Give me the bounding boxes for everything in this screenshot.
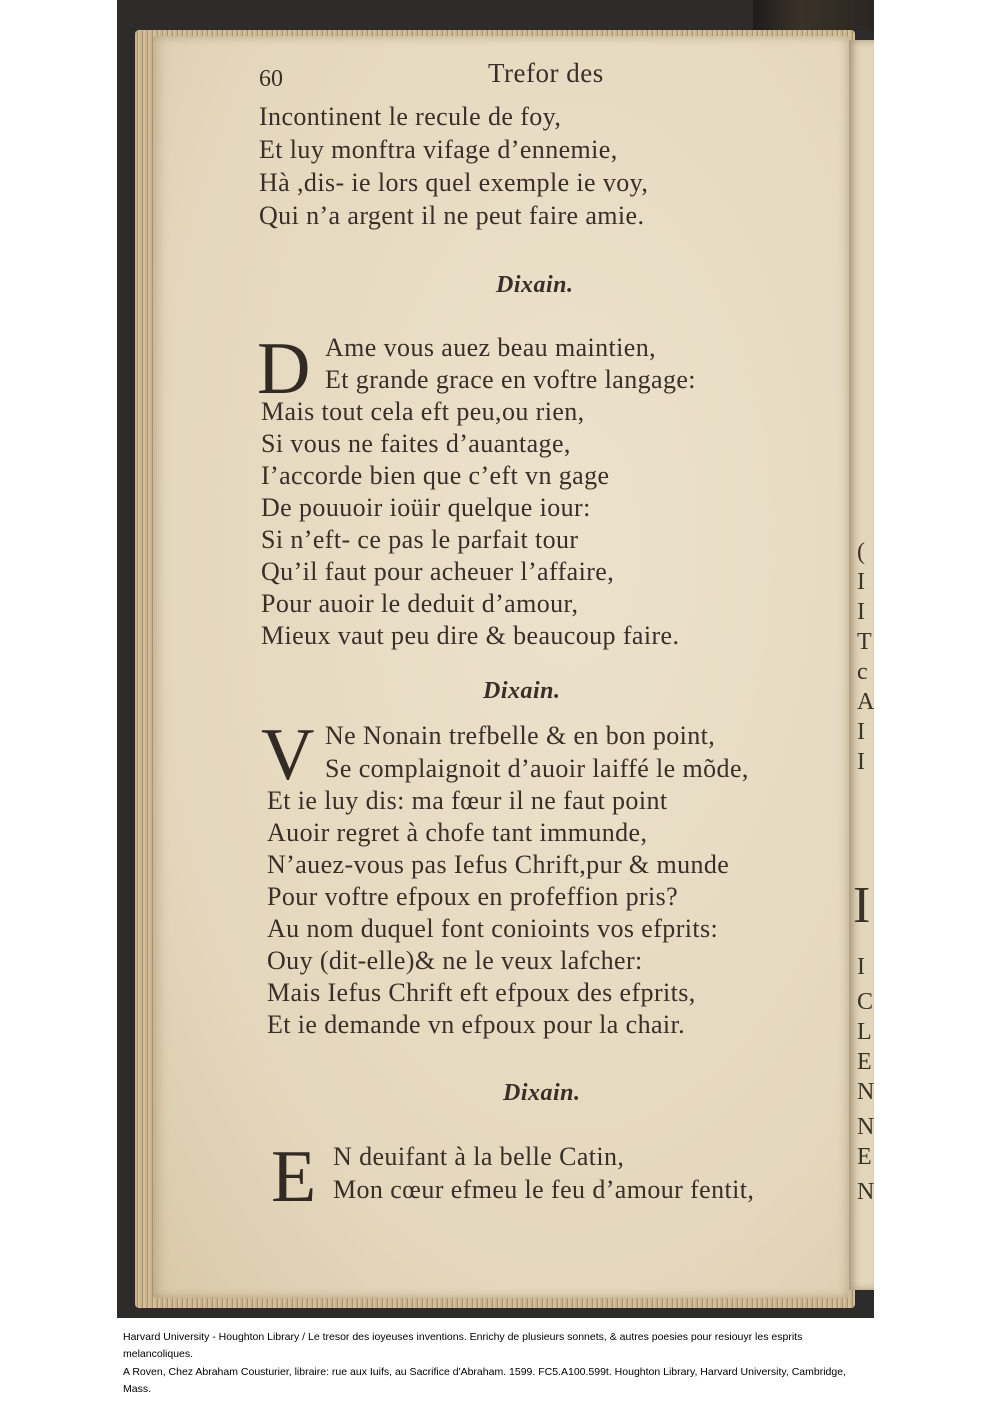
verse-line: Incontinent le recule de foy,	[259, 102, 562, 131]
facing-page-glyph: (	[857, 539, 865, 565]
verse-line: Si n’eft- ce pas le parfait tour	[261, 525, 579, 554]
verse-line: Et ie demande vn efpoux pour la chair.	[267, 1010, 686, 1039]
verse-line: Auoir regret à chofe tant immunde,	[267, 818, 648, 847]
verse-line: Et ie luy dis: ma fœur il ne faut point	[267, 786, 668, 815]
facing-page-glyph: N	[857, 1079, 874, 1105]
verse-line: Pour voftre efpoux en profeffion pris?	[267, 882, 679, 911]
verse-line: Et luy monftra vifage d’ennemie,	[259, 135, 618, 164]
verse-line: Se complaignoit d’auoir laiffé le mõde,	[325, 754, 749, 783]
verse-line: Qu’il faut pour acheuer l’affaire,	[261, 557, 615, 586]
book-scan	[117, 0, 874, 1318]
drop-cap: V	[261, 714, 315, 796]
verse-line: Hà ,dis- ie lors quel exemple ie voy,	[259, 168, 649, 197]
facing-page-glyph: L	[857, 1019, 872, 1045]
section-heading: Dixain.	[503, 1080, 581, 1106]
facing-page-glyph: T	[857, 629, 872, 655]
facing-page-glyph: I	[857, 749, 865, 775]
facing-page-edge	[847, 40, 874, 1290]
verse-line: De pouuoir ioüir quelque iour:	[261, 493, 591, 522]
facing-page-glyph: E	[857, 1144, 872, 1170]
caption-imprint: A Roven, Chez Abraham Cousturier, libraire: rue aux Iuifs, au Sacrifice d'Abraham. 1599. FC5.A100.599t. Houghton Library, Harvard University, Cambridge, Mass.	[123, 1366, 846, 1395]
verse-line: Qui n’a argent il ne peut faire amie.	[259, 201, 645, 230]
verse-line: Si vous ne faites d’auantage,	[261, 429, 571, 458]
verse-line: Ne Nonain trefbelle & en bon point,	[325, 721, 716, 750]
facing-page-glyph: I	[853, 877, 871, 934]
facing-page-glyph: I	[857, 569, 865, 595]
verse-line: Au nom duquel font conioints vos efprits:	[267, 914, 719, 943]
facing-page-glyph: I	[857, 599, 865, 625]
facing-page-glyph: E	[857, 1049, 872, 1075]
facing-page-glyph: I	[857, 954, 865, 980]
verse-line: Mon cœur efmeu le feu d’amour fentit,	[333, 1175, 755, 1204]
facing-page-glyph: N	[857, 1179, 874, 1205]
verse-line: Mais tout cela eft peu,ou rien,	[261, 397, 585, 426]
verse-line: N deuifant à la belle Catin,	[333, 1142, 625, 1171]
book-page	[153, 36, 849, 1298]
verse-line: N’auez-vous pas Iefus Chrift,pur & munde	[267, 850, 730, 879]
verse-line: Et grande grace en voftre langage:	[325, 365, 696, 394]
facing-page-glyph: C	[857, 989, 874, 1015]
caption-source: Harvard University - Houghton Library / Le tresor des ioyeuses inventions. Enrichy de plusieurs sonnets, & autres poesies pour resiouyr les esprits melancoliques.	[123, 1331, 803, 1360]
verse-line: I’accorde bien que c’eft vn gage	[261, 461, 610, 490]
running-title: Trefor des	[488, 58, 604, 88]
drop-cap: D	[257, 328, 311, 410]
facing-page-glyph: I	[857, 719, 865, 745]
verse-line: Ame vous auez beau maintien,	[325, 333, 657, 362]
section-heading: Dixain.	[483, 678, 561, 704]
facing-page-glyph: N	[857, 1114, 874, 1140]
facing-page-glyph: c	[857, 659, 868, 685]
drop-cap: E	[271, 1136, 317, 1218]
verse-line: Ouy (dit-elle)& ne le veux lafcher:	[267, 946, 643, 975]
section-heading: Dixain.	[496, 272, 574, 298]
page-text	[153, 36, 849, 1298]
page-number: 60	[259, 66, 283, 92]
verse-line: Pour auoir le deduit d’amour,	[261, 589, 579, 618]
verse-line: Mais Iefus Chrift eft efpoux des efprits,	[267, 978, 696, 1007]
facing-page-glyph: A	[857, 689, 874, 715]
book-cover-edge	[753, 0, 874, 30]
verse-line: Mieux vaut peu dire & beaucoup faire.	[261, 621, 680, 650]
